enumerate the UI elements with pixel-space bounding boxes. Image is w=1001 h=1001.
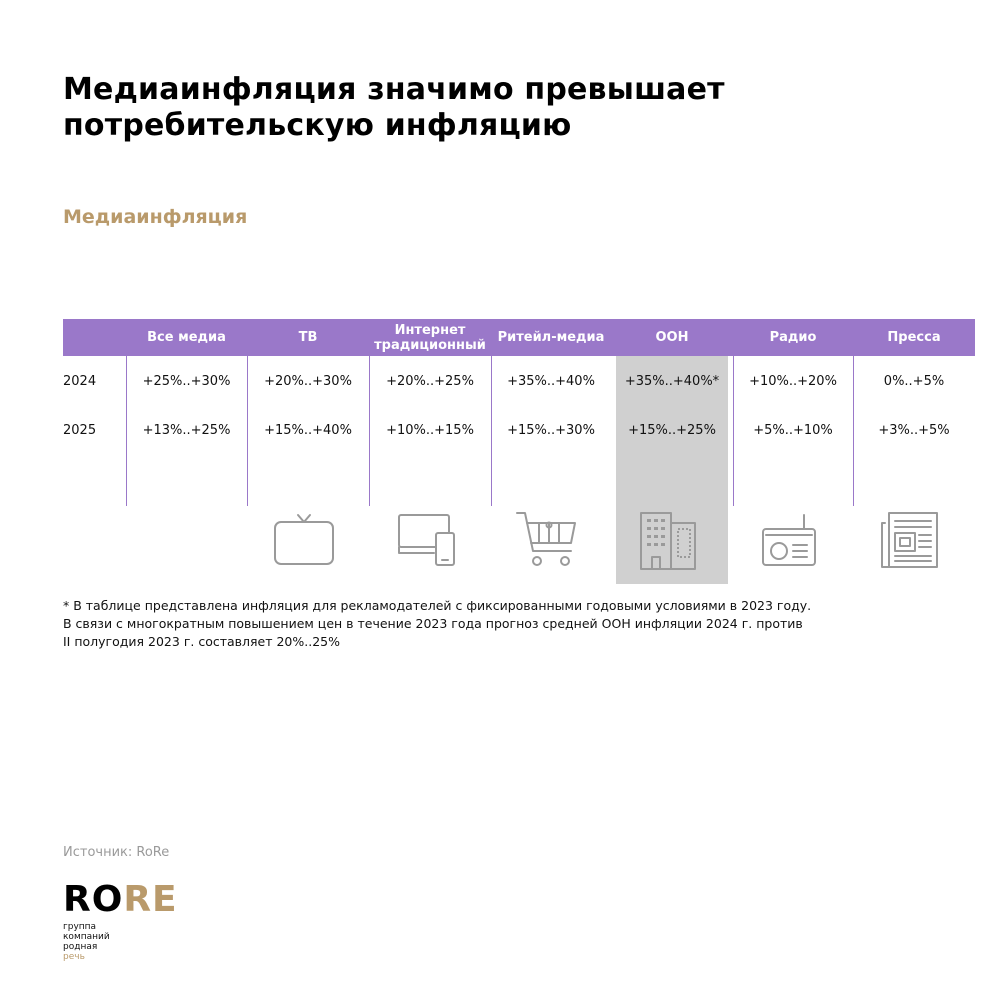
buildings-icon — [638, 509, 702, 573]
logo-sub-line: речь — [63, 952, 85, 962]
footnote-line: * В таблице представлена инфляция для рекламодателей с фиксированными годовыми условиями в 2023 году. — [63, 598, 812, 613]
table-cell: +10%..+15% — [386, 423, 474, 438]
logo-subtitle — [63, 922, 110, 962]
table-cell: +25%..+30% — [142, 374, 231, 389]
logo-part-dark: RO — [63, 879, 124, 920]
table-cell: +15%..+30% — [507, 423, 595, 438]
column-header-ooh: OOH — [655, 330, 689, 345]
section-subtitle: Медиаинфляция — [63, 206, 248, 228]
radio-icon — [760, 509, 824, 573]
table-cell: +15%..+25% — [628, 423, 716, 438]
table-cell: +13%..+25% — [142, 423, 231, 438]
table-cell: +20%..+25% — [386, 374, 474, 389]
table-cell: +20%..+30% — [264, 374, 352, 389]
table-cell: +5%..+10% — [753, 423, 833, 438]
column-header-all-media: Все медиа — [147, 330, 226, 345]
devices-icon — [396, 509, 460, 573]
logo-sub-line: группа — [63, 922, 97, 932]
column-header-retail-media: Ритейл-медиа — [497, 330, 605, 345]
row-year-2025: 2025 — [63, 423, 97, 438]
footnote — [63, 597, 843, 651]
column-header-radio: Радио — [769, 330, 817, 345]
logo-sub-line: родная — [63, 942, 98, 952]
table-cell: +35%..+40% — [507, 374, 595, 389]
page-title: Медиаинфляция значимо превышает потребительскую инфляцию — [63, 72, 725, 143]
row-year-2024: 2024 — [63, 374, 97, 389]
footnote-line: В связи с многократным повышением цен в течение 2023 года прогноз средней OOH инфляции 2024 г. против — [63, 616, 803, 631]
footnote-line: II полугодия 2023 г. составляет 20%..25% — [63, 634, 340, 649]
column-header-press: Пресса — [887, 330, 941, 345]
table-cell: +15%..+40% — [264, 423, 352, 438]
table-cell: +35%..+40%* — [624, 374, 720, 389]
column-header-tv: ТВ — [298, 330, 318, 345]
logo-part-gold: RE — [123, 879, 178, 920]
table-cell: +10%..+20% — [749, 374, 837, 389]
column-header-internet: Интернет традиционный — [374, 322, 486, 353]
table-cell: +3%..+5% — [878, 423, 950, 438]
logo-sub-line: компаний — [63, 932, 110, 942]
media-inflation-table — [63, 319, 975, 584]
source-label: Источник: RoRe — [63, 845, 170, 860]
shopping-cart-icon — [515, 509, 579, 573]
newspaper-icon — [879, 509, 943, 573]
rore-logo — [63, 880, 178, 920]
tv-icon — [272, 509, 336, 573]
table-cell: 0%..+5% — [883, 374, 945, 389]
